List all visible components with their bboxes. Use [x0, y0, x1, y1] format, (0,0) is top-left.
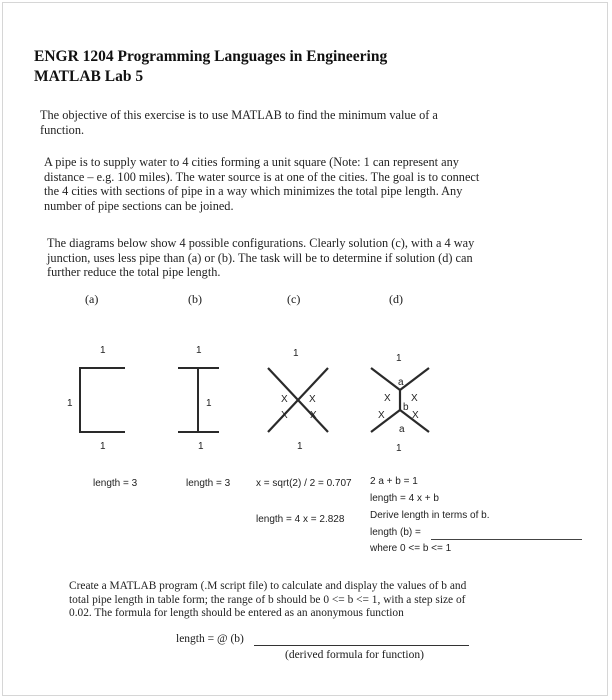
caption-b: (b): [188, 292, 202, 306]
task-line: 0.02. The formula for length should be entered as an anonymous function: [69, 607, 404, 619]
diagram-a-left-label: 1: [67, 398, 73, 409]
diagram-c-x-label: X: [310, 410, 317, 421]
length-b: length = 3: [186, 478, 231, 489]
intro-line: junction, uses less pipe than (a) or (b). The task will be to determine if solution (d) can: [47, 250, 473, 265]
task-paragraph: [69, 580, 549, 621]
diagram-a-bottom-label: 1: [100, 441, 106, 452]
diagram-d-lower-left-pipe: [371, 410, 400, 432]
diagram-d-bottom-label: 1: [396, 443, 402, 454]
diagram-d-upper-right-pipe: [400, 368, 429, 390]
problem-line: distance – e.g. 100 miles). The water source is at one of the cities. The goal is to connect: [44, 169, 480, 184]
diagram-a: [80, 368, 125, 432]
diagram-d-a-label: a: [399, 424, 405, 435]
task-line: Create a MATLAB program (.M script file) to calculate and display the values of b and: [69, 580, 467, 592]
diagram-d-x-label: X: [384, 393, 391, 404]
diagram-d-b-label: b: [403, 402, 409, 413]
diagram-d-top-label: 1: [396, 353, 402, 364]
diagram-b-bottom-label: 1: [198, 441, 204, 452]
diagram-c-x-label: X: [309, 394, 316, 405]
objective-line: function.: [40, 122, 85, 137]
intro-line: The diagrams below show 4 possible configurations. Clearly solution (c), with a 4 way: [47, 236, 475, 250]
intro-line: further reduce the total pipe length.: [47, 265, 221, 279]
x-value-c: x = sqrt(2) / 2 = 0.707: [256, 478, 352, 489]
diagram-d-x-label: X: [411, 393, 418, 404]
diagram-d-x-label: X: [378, 410, 385, 421]
problem-line: the 4 cities with sections of pipe in a way which minimizes the total pipe length. Any: [44, 184, 463, 198]
length-b-blank: length (b) =: [370, 527, 421, 538]
diagram-d-upper-left-pipe: [371, 368, 400, 390]
diagram-c-bottom-label: 1: [297, 441, 303, 452]
diagram-b: [178, 368, 219, 432]
caption-a: (a): [85, 292, 99, 306]
lab-title: MATLAB Lab 5: [34, 68, 144, 85]
b-range: where 0 <= b <= 1: [370, 543, 452, 554]
diagram-a-top-label: 1: [100, 345, 106, 356]
formula-lhs: length = @ (b): [176, 633, 244, 645]
caption-c: (c): [287, 292, 301, 306]
problem-line: number of pipe sections can be joined.: [44, 198, 234, 213]
diagram-b-top-label: 1: [196, 345, 202, 356]
length-d: length = 4 x + b: [370, 493, 439, 504]
course-title: ENGR 1204 Programming Languages in Engineering: [34, 48, 388, 65]
diagram-c: [268, 368, 328, 432]
diagram-d-x-label: X: [412, 410, 419, 421]
diagram-b-middle-label: 1: [206, 398, 212, 409]
length-a: length = 3: [93, 478, 138, 489]
diagram-a-pipe: [80, 368, 125, 432]
diagram-c-x-label: X: [281, 394, 288, 405]
constraint-d: 2 a + b = 1: [370, 476, 418, 487]
diagram-d-a-label: a: [398, 377, 404, 388]
formula-blank-line: [254, 645, 469, 646]
formula-note: (derived formula for function): [285, 649, 424, 661]
objective-line: The objective of this exercise is to use MATLAB to find the minimum value of a: [40, 108, 438, 122]
derive-instruction: Derive length in terms of b.: [370, 510, 490, 521]
diagram-c-top-label: 1: [293, 348, 299, 359]
task-line: total pipe length in table form; the range of b should be 0 <= b <= 1, with a step size of: [69, 593, 466, 606]
answer-blank-line: [431, 539, 582, 540]
problem-line: A pipe is to supply water to 4 cities forming a unit square (Note: 1 can represent any: [44, 155, 459, 169]
diagram-c-x-label: X: [281, 410, 288, 421]
length-c: length = 4 x = 2.828: [256, 514, 345, 525]
caption-d: (d): [389, 292, 403, 306]
